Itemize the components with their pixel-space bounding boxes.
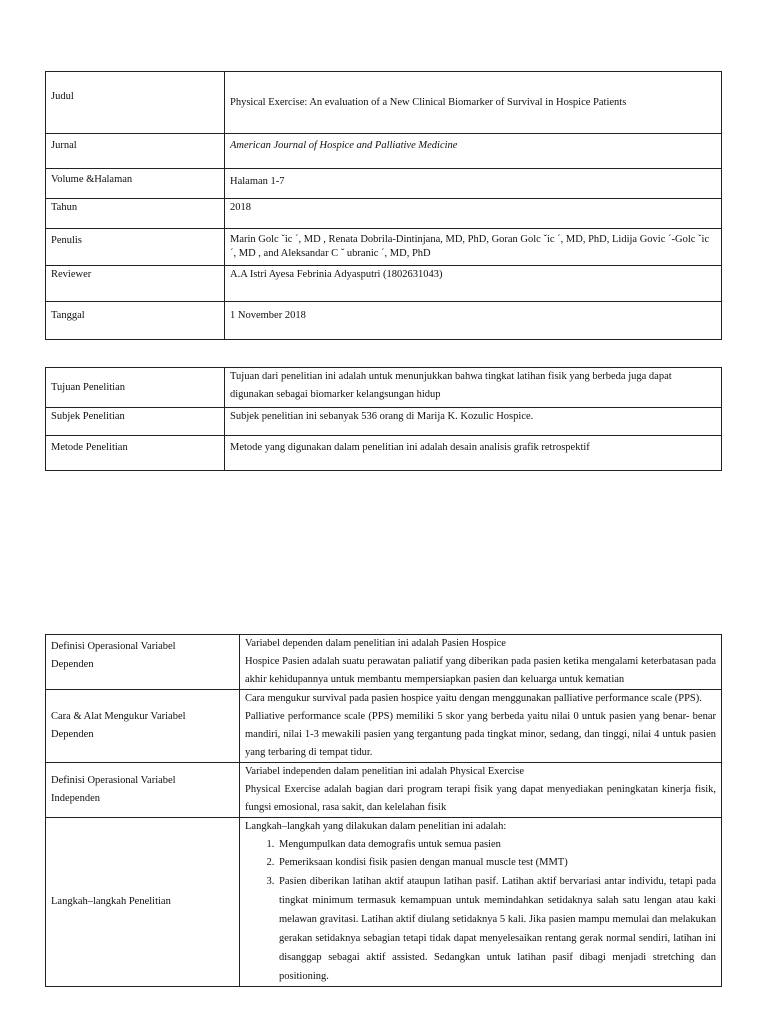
label-metode: Metode Penelitian xyxy=(46,436,225,471)
value-metode: Metode yang digunakan dalam penelitian ini adalah desain analisis grafik retrospektif xyxy=(225,436,722,471)
label-volume: Volume &Halaman xyxy=(46,169,225,199)
label-penulis: Penulis xyxy=(46,229,225,266)
row-tahun xyxy=(46,199,722,229)
row-def-dependen xyxy=(46,635,722,690)
langkah-step: 3. Pasien diberikan latihan aktif ataupun latihan pasif. Latihan aktif bervariasi antar individu, tetapi pada tingkat minimum termasuk kemampuan untuk memindahkan setidaknya salah satu lengan atau kaki melawan gravitasi. Latihan aktif diulang setidaknya 5 kali. Jika pasien mampu memulai dan melakukan gerakan setidaknya sebagian tetapi tidak dapat menyelesaikan rentang gerak normal sendiri, latihan ini disanggap sebagai aktif assisted. Sedangkan untuk latihan pasif dibagi menjadi stretching dan positioning. xyxy=(277,872,716,986)
value-reviewer: A.A Istri Ayesa Febrinia Adyasputri (1802631043) xyxy=(225,266,722,302)
label-tahun: Tahun xyxy=(46,199,225,229)
value-subjek: Subjek penelitian ini sebanyak 536 orang di Marija K. Kozulic Hospice. xyxy=(225,408,722,436)
cara-dependen-line1: Cara mengukur survival pada pasien hospice yaitu dengan menggunakan palliative performance scale (PPS). xyxy=(245,693,702,704)
label-subjek: Subjek Penelitian xyxy=(46,408,225,436)
research-summary-table xyxy=(45,367,722,471)
row-metode xyxy=(46,436,722,471)
row-reviewer xyxy=(46,266,722,302)
label-reviewer: Reviewer xyxy=(46,266,225,302)
row-jurnal xyxy=(46,134,722,169)
label-cara-dependen: Cara & Alat Mengukur Variabel Dependen xyxy=(46,690,240,763)
value-judul: Physical Exercise: An evaluation of a New Clinical Biomarker of Survival in Hospice Patients xyxy=(225,72,722,134)
variables-table xyxy=(45,634,722,987)
row-volume xyxy=(46,169,722,199)
row-subjek xyxy=(46,408,722,436)
label-def-independen: Definisi Operasional Variabel Independen xyxy=(46,763,240,818)
value-def-independen xyxy=(240,763,722,818)
value-cara-dependen xyxy=(240,690,722,763)
value-def-dependen xyxy=(240,635,722,690)
row-penulis xyxy=(46,229,722,266)
langkah-list xyxy=(245,836,716,986)
value-jurnal: American Journal of Hospice and Palliative Medicine xyxy=(225,134,722,169)
def-dependen-line2: Hospice Pasien adalah suatu perawatan paliatif yang diberikan pada pasien ketika mengalami keterbatasan pada akhir kehidupannya untuk membantu mempersiapkan pasien dan keluarga untuk kematian xyxy=(245,656,716,685)
cara-dependen-line2: Palliative performance scale (PPS) memiliki 5 skor yang berbeda yaitu nilai 0 untuk pasien yang benar- benar mandiri, nilai 1-3 mewakili pasien yang tergantung pada tingkat minor, sedang, dan tinggi, nilai 4 untuk pasien yang terbaring di tempat tidur. xyxy=(245,711,716,758)
value-tahun: 2018 xyxy=(225,199,722,229)
label-def-dependen: Definisi Operasional Variabel Dependen xyxy=(46,635,240,690)
value-langkah xyxy=(240,818,722,987)
langkah-intro: Langkah–langkah yang dilakukan dalam penelitian ini adalah: xyxy=(245,821,507,832)
langkah-step: 2. Pemeriksaan kondisi fisik pasien dengan manual muscle test (MMT) xyxy=(277,854,716,872)
row-tanggal xyxy=(46,302,722,340)
label-langkah: Langkah–langkah Penelitian xyxy=(46,818,240,987)
label-tujuan: Tujuan Penelitian xyxy=(46,368,225,408)
label-jurnal: Jurnal xyxy=(46,134,225,169)
def-independen-line1: Variabel independen dalam penelitian ini adalah Physical Exercise xyxy=(245,766,525,777)
row-judul xyxy=(46,72,722,134)
row-def-independen xyxy=(46,763,722,818)
article-info-table xyxy=(45,71,722,340)
langkah-step: 1. Mengumpulkan data demografis untuk semua pasien xyxy=(277,836,716,854)
row-langkah xyxy=(46,818,722,987)
row-cara-dependen xyxy=(46,690,722,763)
label-tanggal: Tanggal xyxy=(46,302,225,340)
value-volume: Halaman 1-7 xyxy=(225,169,722,199)
def-dependen-line1: Variabel dependen dalam penelitian ini adalah Pasien Hospice xyxy=(245,638,506,649)
value-tanggal: 1 November 2018 xyxy=(225,302,722,340)
value-tujuan: Tujuan dari penelitian ini adalah untuk menunjukkan bahwa tingkat latihan fisik yang berbeda juga dapat digunakan sebagai biomarker kelangsungan hidup xyxy=(225,368,722,408)
label-judul: Judul xyxy=(46,72,225,134)
row-tujuan xyxy=(46,368,722,408)
value-penulis: Marin Golc ˇic ´, MD , Renata Dobrila-Dintinjana, MD, PhD, Goran Golc ˇic ´, MD, PhD, Lidija Govic ´-Golc ˇic ´, MD , and Aleksandar C ˇ ubranic ´, MD, PhD xyxy=(225,229,722,266)
def-independen-line2: Physical Exercise adalah bagian dari program terapi fisik yang dapat menyediakan peningkatan kinerja fisik, fungsi emosional, rasa sakit, dan kelelahan fisik xyxy=(245,784,716,813)
